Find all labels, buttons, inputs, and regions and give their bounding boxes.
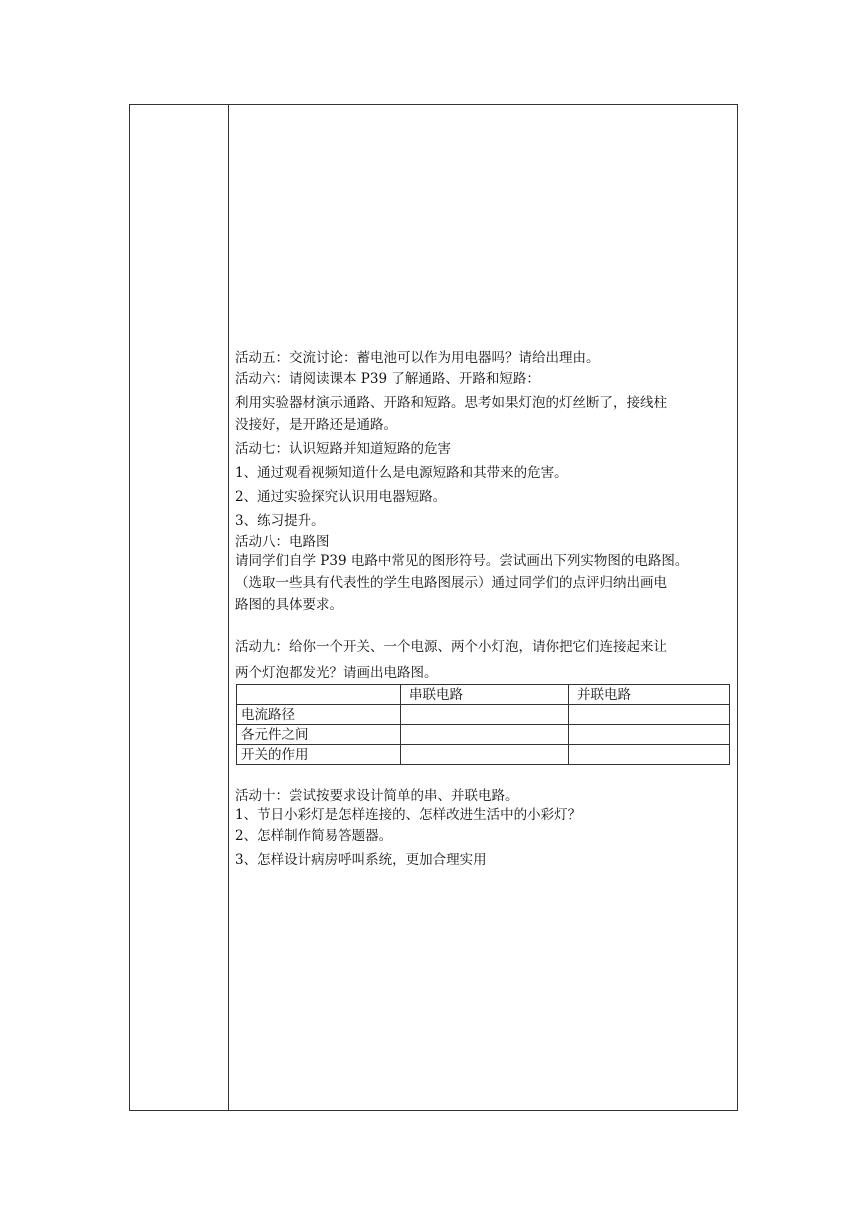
activity-7-item-2: 2、通过实验探究认识用电器短路。 xyxy=(235,489,447,505)
table-cell xyxy=(401,705,569,725)
activity-9-line-2: 两个灯泡都发光？请画出电路图。 xyxy=(235,665,438,681)
activity-6-line-2: 没接好，是开路还是通路。 xyxy=(235,417,397,433)
table-row-label: 电流路径 xyxy=(237,705,401,725)
column-divider xyxy=(228,105,229,1110)
activity-7-item-1: 1、通过观看视频知道什么是电源短路和其带来的危害。 xyxy=(235,465,568,481)
activity-8-line-2: （选取一些具有代表性的学生电路图展示）通过同学们的点评归纳出画电 xyxy=(235,575,667,591)
table-row xyxy=(237,745,730,765)
activity-5: 活动五：交流讨论：蓄电池可以作为用电器吗？请给出理由。 xyxy=(235,350,600,366)
circuit-comparison-table xyxy=(236,684,730,765)
table-cell xyxy=(569,725,730,745)
activity-7-title: 活动七：认识短路并知道短路的危害 xyxy=(235,441,451,457)
activity-8-line-3: 路图的具体要求。 xyxy=(235,597,343,613)
table-row xyxy=(237,725,730,745)
activity-6-title: 活动六：请阅读课本 P39 了解通路、开路和短路： xyxy=(235,371,540,387)
table-header-row xyxy=(237,685,730,705)
activity-7-item-3: 3、练习提升。 xyxy=(235,513,325,529)
activity-8-line-1: 请同学们自学 P39 电路中常见的图形符号。尝试画出下列实物图的电路图。 xyxy=(235,553,689,569)
table-row-label: 开关的作用 xyxy=(237,745,401,765)
table-cell xyxy=(569,745,730,765)
table-header-cell xyxy=(237,685,401,705)
activity-9-line-1: 活动九：给你一个开关、一个电源、两个小灯泡，请你把它们连接起来让 xyxy=(235,639,667,655)
table-header-cell: 串联电路 xyxy=(401,685,569,705)
activity-10-item-3: 3、怎样设计病房呼叫系统，更加合理实用 xyxy=(235,852,487,868)
table-row xyxy=(237,705,730,725)
table-header-cell: 并联电路 xyxy=(569,685,730,705)
table-row-label: 各元件之间 xyxy=(237,725,401,745)
activity-10-item-2: 2、怎样制作简易答题器。 xyxy=(235,828,393,844)
table-cell xyxy=(401,725,569,745)
table-cell xyxy=(401,745,569,765)
activity-6-line-1: 利用实验器材演示通路、开路和短路。思考如果灯泡的灯丝断了，接线柱 xyxy=(235,395,667,411)
activity-10-title: 活动十：尝试按要求设计简单的串、并联电路。 xyxy=(235,788,519,804)
activity-8-title: 活动八：电路图 xyxy=(235,534,330,550)
activity-10-item-1: 1、节日小彩灯是怎样连接的、怎样改进生活中的小彩灯？ xyxy=(235,807,582,823)
lesson-table-frame xyxy=(129,104,738,1111)
table-cell xyxy=(569,705,730,725)
